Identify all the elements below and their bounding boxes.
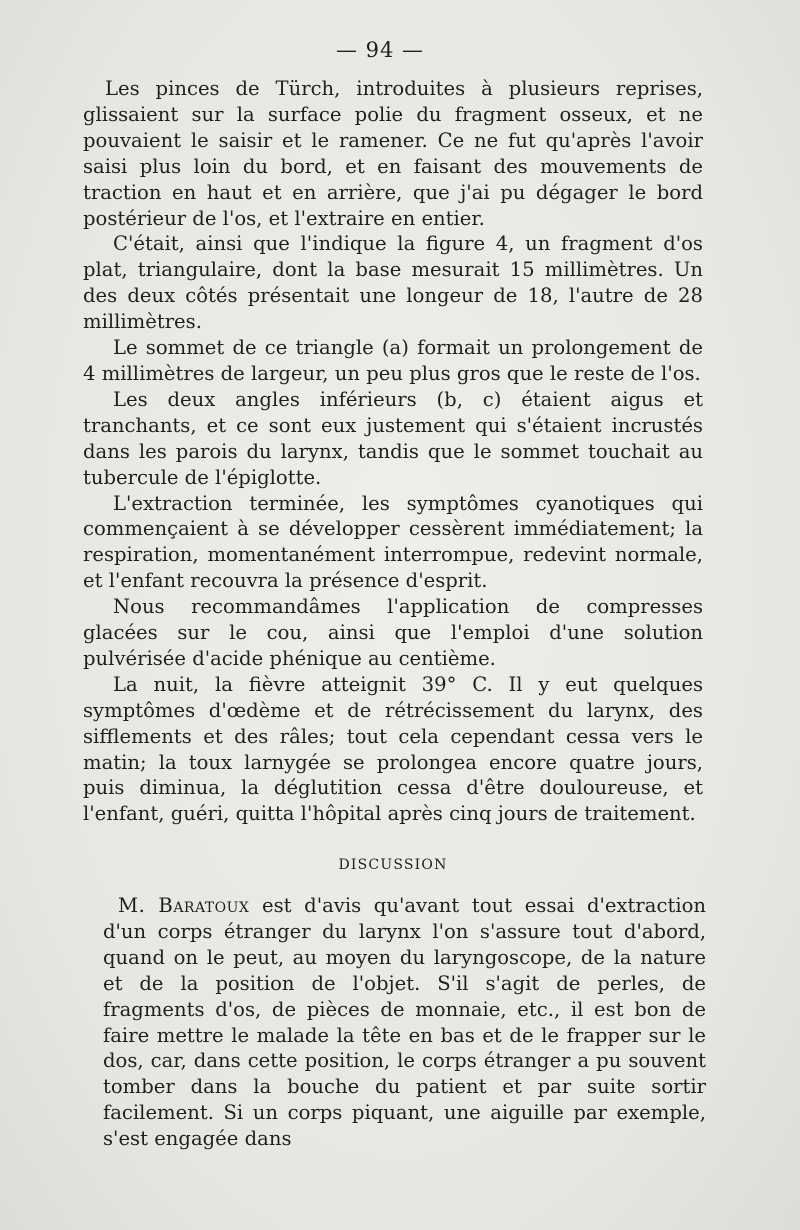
- paragraph-7: La nuit, la fièvre atteignit 39° C. Il y eut quelques symptômes d'œdème et de rétrécissement du larynx, des sifflements et des râles; tout cela cependant cessa vers le matin; la toux larnygée se prolongea encore quatre jours, puis diminua, la déglutition cessa d'être douloureuse, et l'enfant, guéri, quitta l'hôpital après cinq jours de traitement.: [83, 672, 703, 826]
- body-text-top: [83, 76, 703, 827]
- paragraph-4: Les deux angles inférieurs (b, c) étaient aigus et tranchants, et ce sont eux justement qui s'étaient incrustés dans les parois du larynx, tandis que le sommet touchait au tubercule de l'épiglotte.: [83, 387, 703, 489]
- paragraph-1: Les pinces de Türch, introduites à plusieurs reprises, glissaient sur la surface polie du fragment osseux, et ne pouvaient le saisir et le ramener. Ce ne fut qu'après l'avoir saisi plus loin du bord, et en faisant des mouvements de traction en haut et en arrière, que j'ai pu dégager le bord postérieur de l'os, et l'extraire en entier.: [83, 77, 703, 230]
- discussion-text: est d'avis qu'avant tout essai d'extraction d'un corps étranger du larynx l'on s'assure tout d'abord, quand on le peut, au moyen du laryngoscope, de la nature et de la position de l'objet. S'il s'agit de perles, de fragments d'os, de pièces de monnaie, etc., il est bon de faire mettre le malade la tête en bas et de le frapper sur le dos, car, dans cette position, le corps étranger a pu souvent tomber dans la bouche du patient et par suite sortir facilement. Si un corps piquant, une aiguille par exemple, s'est engagée dans: [103, 894, 707, 1151]
- paragraph-2: C'était, ainsi que l'indique la figure 4, un fragment d'os plat, triangulaire, dont la base mesurait 15 millimètres. Un des deux côtés présentait une longeur de 18, l'autre de 28 millimètres.: [83, 232, 703, 334]
- speaker-name: M. Baratoux: [118, 894, 250, 917]
- body-text-discussion: [103, 893, 706, 1152]
- discussion-paragraph: [103, 893, 706, 1152]
- page-number: — 94 —: [335, 38, 425, 62]
- paragraph-3: Le sommet de ce triangle (a) formait un prolongement de 4 millimètres de largeur, un peu plus gros que le reste de l'os.: [83, 336, 703, 385]
- paragraph-5: L'extraction terminée, les symptômes cyanotiques qui commençaient à se développer cessèrent immédiatement; la respiration, momentanément interrompue, redevint normale, et l'enfant recouvra la présence d'esprit.: [83, 491, 703, 593]
- paragraph-6: Nous recommandâmes l'application de compresses glacées sur le cou, ainsi que l'emploi d'une solution pulvérisée d'acide phénique au centième.: [83, 595, 703, 670]
- section-title: DISCUSSION: [338, 857, 448, 873]
